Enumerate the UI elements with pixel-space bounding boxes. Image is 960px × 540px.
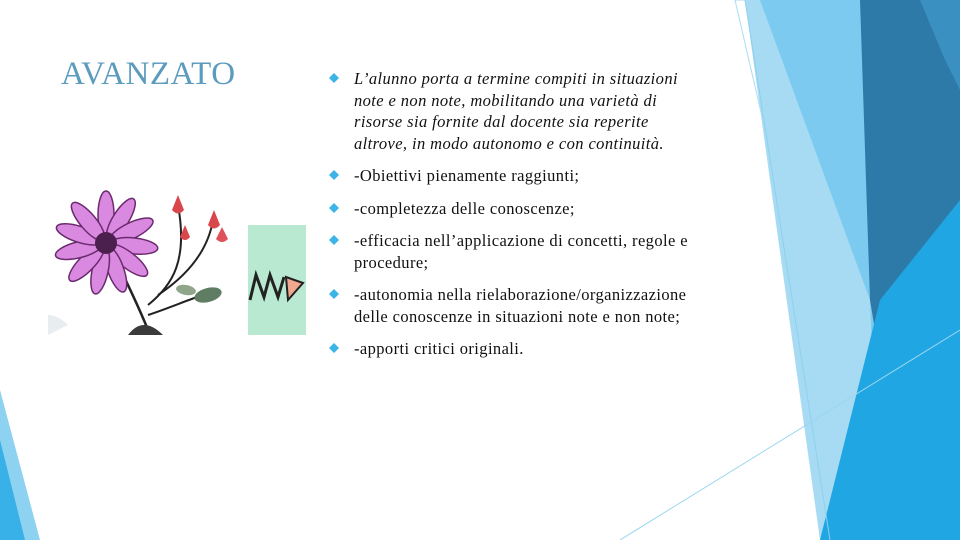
list-item — [327, 198, 697, 220]
list-item — [327, 165, 697, 187]
diamond-bullet-icon — [329, 73, 339, 83]
diamond-bullet-icon — [329, 289, 339, 299]
list-item-text: L’alunno porta a termine compiti in situazioni note e non note, mobilitando una varietà di risorse sia fornite dal docente sia reperite altrove, in modo autonomo e con continuità. — [354, 69, 678, 153]
diamond-bullet-icon — [329, 343, 339, 353]
list-item-text: -autonomia nella rielaborazione/organizzazione delle conoscenze in situazioni note e non note; — [354, 285, 687, 326]
page-title: AVANZATO — [61, 56, 236, 92]
diamond-bullet-icon — [329, 235, 339, 245]
list-item — [327, 230, 697, 273]
flower-drawing-icon — [48, 165, 306, 335]
diamond-bullet-icon — [329, 170, 339, 180]
list-item-text: -efficacia nell’applicazione di concetti, regole e procedure; — [354, 231, 688, 272]
list-item-text: -completezza delle conoscenze; — [354, 198, 575, 218]
list-item-text: -apporti critici originali. — [354, 339, 524, 358]
list-item — [327, 338, 697, 360]
criteria-list — [327, 68, 697, 371]
list-item-text: -Obiettivi pienamente raggiunti; — [354, 166, 580, 185]
diamond-bullet-icon — [329, 203, 339, 213]
list-item — [327, 68, 697, 154]
list-item — [327, 284, 697, 327]
